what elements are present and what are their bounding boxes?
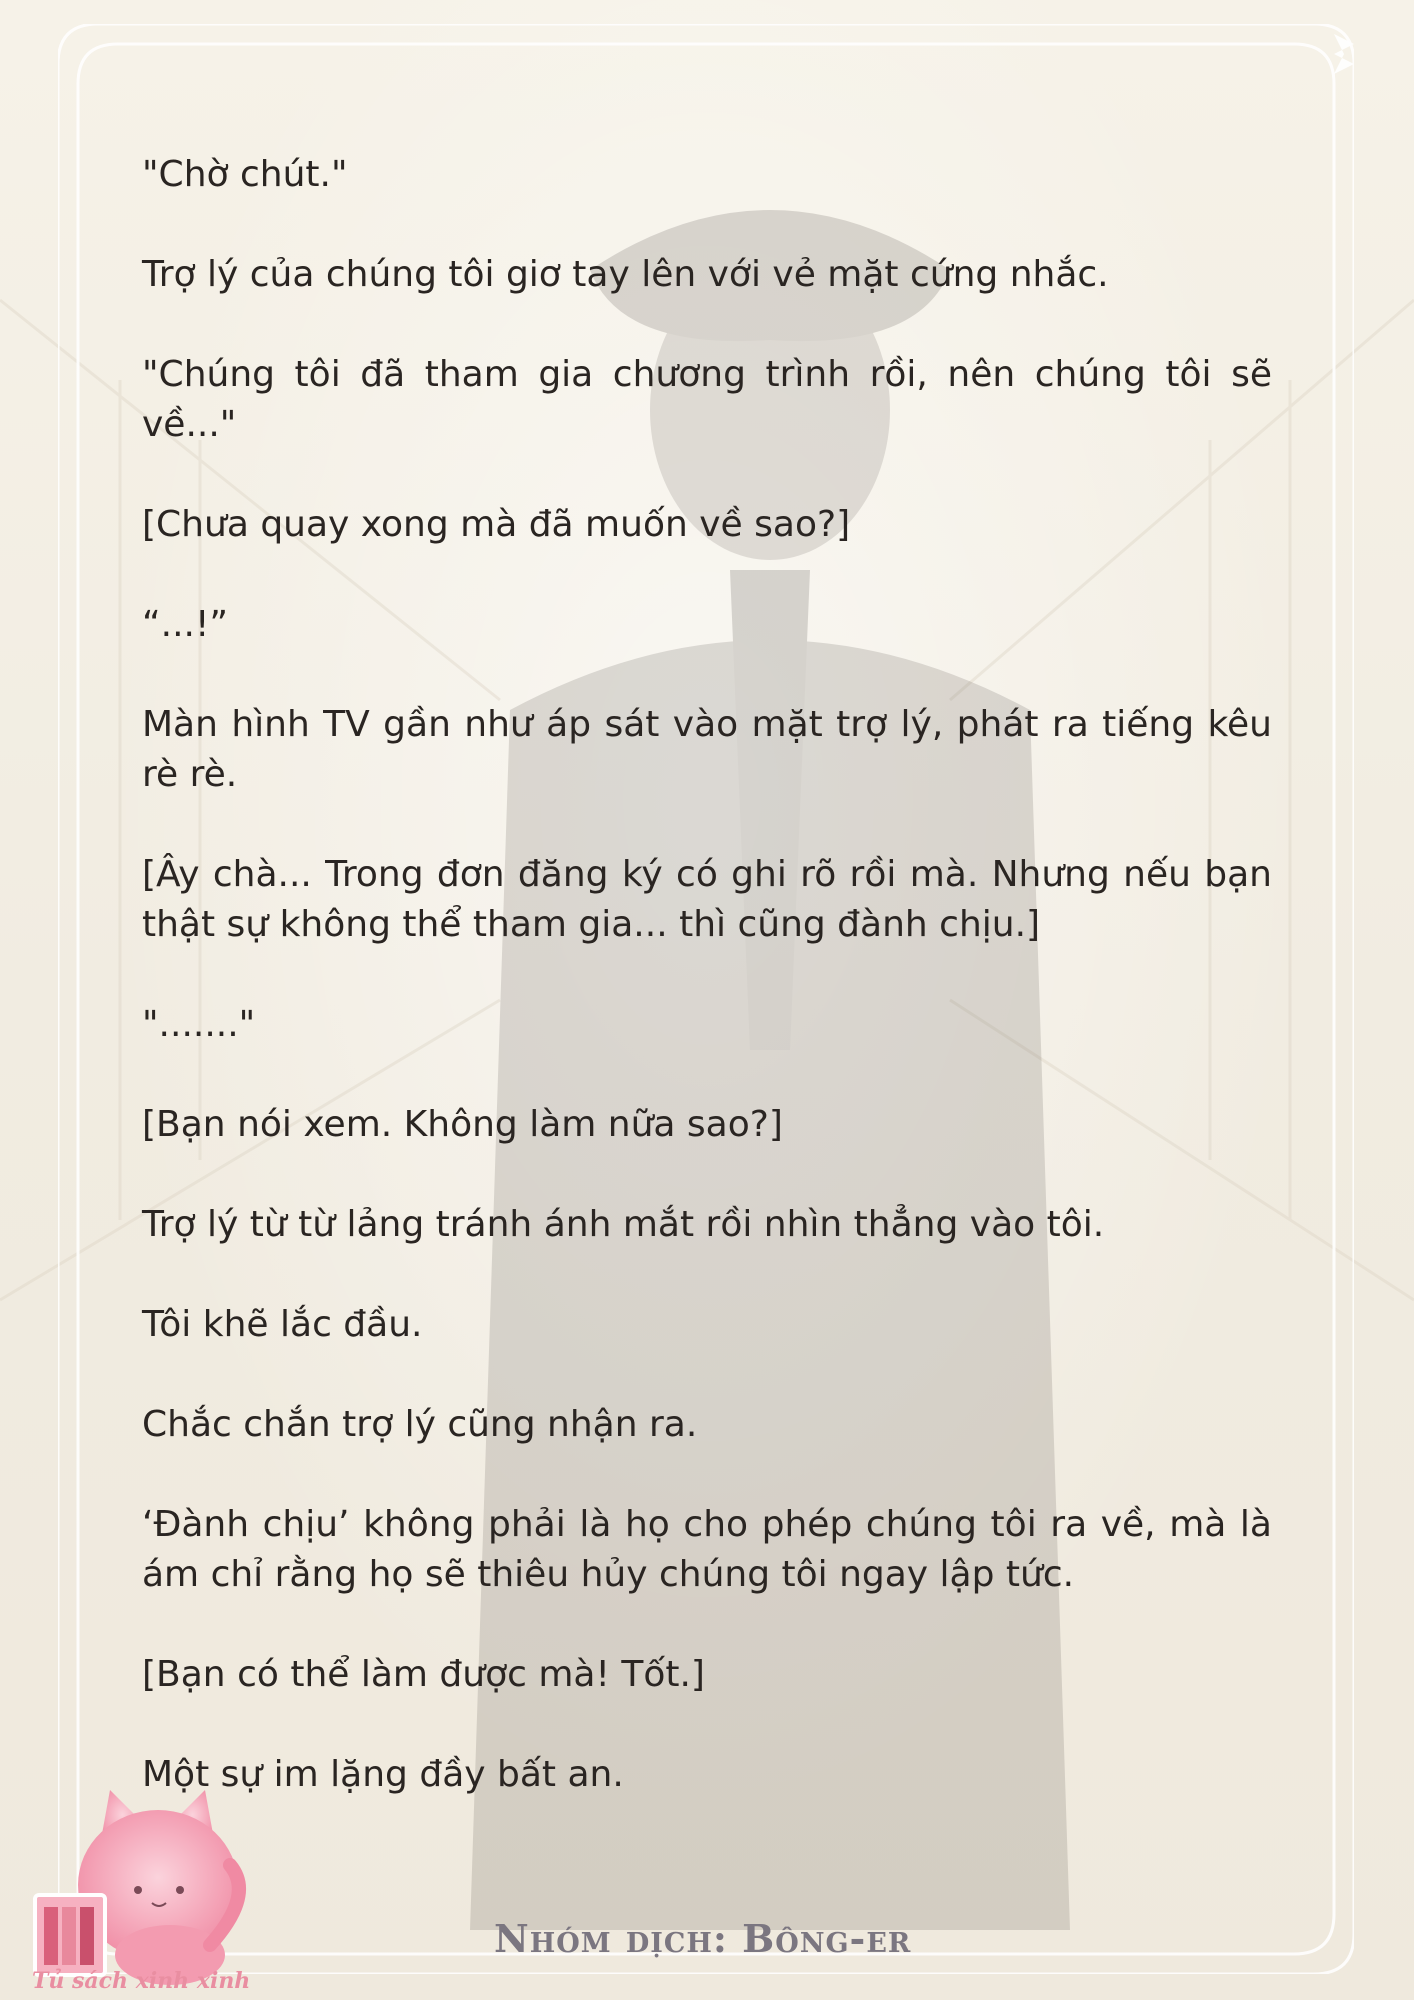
paragraph: Trợ lý của chúng tôi giơ tay lên với vẻ mặt cứng nhắc. xyxy=(142,254,1109,295)
story-text xyxy=(142,150,1272,1850)
paragraph: [Bạn có thể làm được mà! Tốt.] xyxy=(142,1654,705,1695)
paragraph: “...!” xyxy=(142,604,229,645)
translator-credit: Nhóm dịch: Bông-er xyxy=(494,1916,912,1961)
paragraph: ‘Đành chịu’ không phải là họ cho phép chúng tôi ra về, mà là ám chỉ rằng họ sẽ thiêu hủy chúng tôi ngay lập tức. xyxy=(142,1504,1272,1595)
cat-bookshelf-logo-icon xyxy=(30,1775,250,1990)
paragraph: Tôi khẽ lắc đầu. xyxy=(142,1304,423,1345)
paragraph: [Chưa quay xong mà đã muốn về sao?] xyxy=(142,504,851,545)
paragraph: Trợ lý từ từ lảng tránh ánh mắt rồi nhìn thẳng vào tôi. xyxy=(142,1204,1105,1245)
paragraph: Một sự im lặng đầy bất an. xyxy=(142,1754,624,1795)
paragraph: "Chúng tôi đã tham gia chương trình rồi, nên chúng tôi sẽ về..." xyxy=(142,354,1272,445)
paragraph: Chắc chắn trợ lý cũng nhận ra. xyxy=(142,1404,698,1445)
paragraph: [Ây chà... Trong đơn đăng ký có ghi rõ rồi mà. Nhưng nếu bạn thật sự không thể tham gia... thì cũng đành chịu.] xyxy=(142,854,1272,945)
paragraph: Màn hình TV gần như áp sát vào mặt trợ lý, phát ra tiếng kêu rè rè. xyxy=(142,704,1272,795)
logo-text: Tủ sách xinh xinh xyxy=(32,1968,251,1994)
paragraph: "......." xyxy=(142,1004,256,1045)
paragraph: [Bạn nói xem. Không làm nữa sao?] xyxy=(142,1104,783,1145)
paragraph: "Chờ chút." xyxy=(142,154,348,195)
